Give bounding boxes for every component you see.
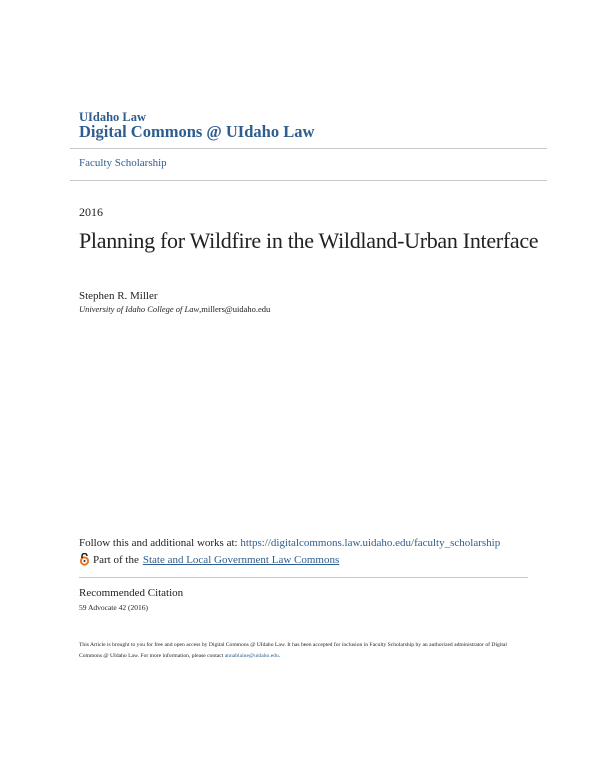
follow-url-link[interactable]: https://digitalcommons.law.uidaho.edu/faculty_scholarship [240, 537, 501, 549]
author-affiliation: University of Idaho College of Law,millers@uidaho.edu [79, 304, 271, 314]
footer-text: This Article is brought to you for free and open access by Digital Commons @ UIdaho Law. It has been accepted for inclusion in Faculty Scholarship by an authorized administrator of Digital Commons @ UIdaho Law. For more information, please contact [79, 642, 507, 659]
commons-link[interactable]: State and Local Government Law Commons [142, 553, 340, 566]
open-access-icon [79, 553, 90, 566]
footer-notice [79, 640, 529, 662]
follow-label: Follow this and additional works at: [79, 537, 238, 549]
author-name: Stephen R. Miller [79, 290, 158, 302]
repository-name[interactable]: Digital Commons @ UIdaho Law [79, 122, 315, 141]
author-email[interactable]: millers@uidaho.edu [201, 304, 271, 314]
part-of-label: Part of the [93, 553, 139, 566]
contact-email-link[interactable]: annablaine@uidaho.edu [224, 653, 279, 659]
affiliation-name: University of Idaho College of Law [79, 304, 200, 314]
header-divider [70, 148, 547, 149]
footer-end: . [278, 653, 281, 659]
follow-line [79, 537, 500, 549]
citation-divider [79, 577, 528, 578]
publication-year: 2016 [79, 205, 103, 219]
institution-short-name: UIdaho Law [79, 110, 147, 124]
series-link[interactable]: Faculty Scholarship [79, 157, 167, 169]
article-title: Planning for Wildfire in the Wildland-Urban Interface [79, 228, 539, 253]
part-of-line [79, 553, 339, 566]
series-divider [70, 180, 547, 181]
citation-heading: Recommended Citation [79, 587, 184, 599]
citation-text: 59 Advocate 42 (2016) [79, 603, 148, 612]
